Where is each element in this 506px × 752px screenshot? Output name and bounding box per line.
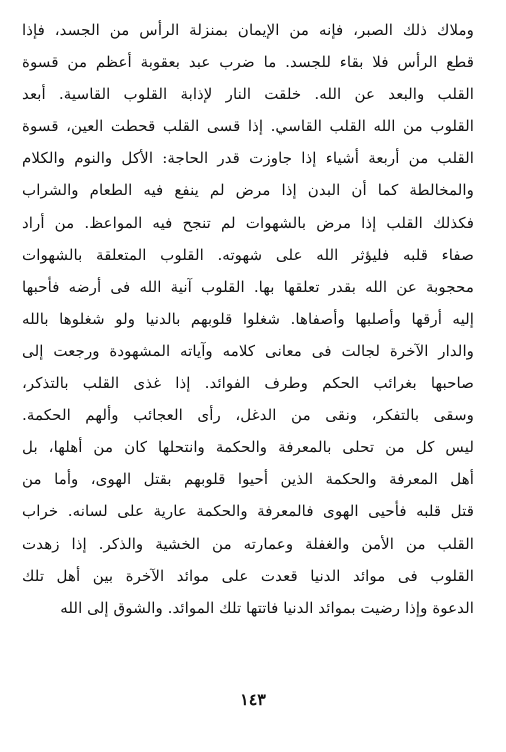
text-line: صفاء قلبه فليؤثر الله على شهوته. القلوب المتعلقة بالشهوات (22, 245, 474, 264)
text-line: والمخالطة كما أن البدن إذا مرض لم ينفع فيه الطعام والشراب (22, 181, 474, 200)
text-line: القلوب من الله القلب القاسي. إذا قسى القلب قحطت العين، قسوة (22, 117, 474, 136)
text-line: القلب والبعد عن الله. خلقت النار لإذابة القلوب القاسية. أبعد (22, 85, 474, 104)
text-line: قطع الرأس فلا بقاء للجسد. ما ضرب عبد بعقوبة أعظم من قسوة (22, 53, 474, 72)
text-line: محجوبة عن الله بقدر تعلقها بها. القلوب آنية الله فى أرضه فأحبها (22, 277, 474, 296)
page-number: ١٤٣ (240, 690, 266, 709)
text-line: ليس كل من تحلى بالمعرفة والحكمة وانتحلها كان من أهلها، بل (22, 438, 474, 457)
text-line: إليه أرقها وأصلبها وأصفاها. شغلوا قلوبهم بالدنيا ولو شغلوها بالله (22, 309, 474, 328)
text-line: صاحبها بغرائب الحكم وطرف الفوائد. إذا غذى القلب بالتذكر، (22, 374, 474, 393)
text-line: القلب من أربعة أشياء إذا جاوزت قدر الحاجة: الأكل والنوم والكلام (22, 149, 474, 168)
text-line: الدعوة وإذا رضيت بموائد الدنيا فاتتها تلك الموائد. والشوق إلى الله (60, 598, 474, 617)
text-line: فكذلك القلب إذا مرض بالشهوات لم تنجح فيه المواعظ. من أراد (22, 213, 474, 232)
text-line: والدار الآخرة لجالت فى معانى كلامه وآياته المشهودة ورجعت إلى (22, 341, 474, 360)
text-line: أهل المعرفة والحكمة الذين أحيوا قلوبهم بقتل الهوى، وأما من (22, 470, 474, 489)
text-line: وسقى بالتفكر، ونقى من الدغل، رأى العجائب وألهم الحكمة. (22, 406, 474, 425)
text-line: القلوب فى موائد الدنيا قعدت على موائد الآخرة بين أهل تلك (22, 566, 474, 585)
text-line: قتل قلبه فأحيى الهوى فالمعرفة والحكمة عارية على لسانه. خراب (22, 502, 474, 521)
text-line: القلب من الأمن والغفلة وعمارته من الخشية والذكر. إذا زهدت (22, 534, 474, 553)
body-text (22, 14, 474, 624)
text-line: وملاك ذلك الصبر، فإنه من الإيمان بمنزلة الرأس من الجسد، فإذا (22, 21, 474, 39)
